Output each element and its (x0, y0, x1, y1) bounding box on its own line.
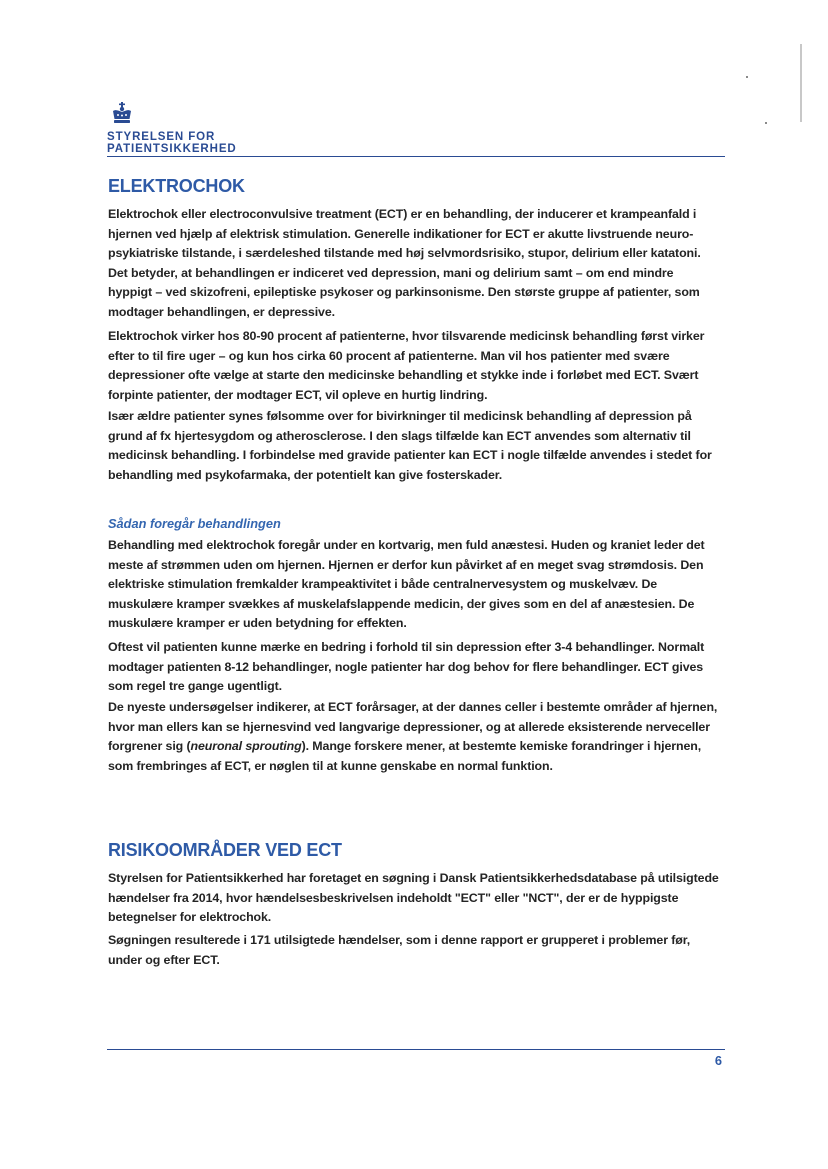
paragraph-intro: Elektrochok eller electroconvulsive treatment (ECT) er en behandling, der inducerer et krampeanfald i hjernen ved hjælp af elektrisk stimulation. Generelle indikationer for ECT er akutte livstruende neuro-psykiatriske tilstande, i særdeleshed tilstande med høj selvmordsrisiko, stupor, delirium eller katatoni. Det betyder, at behandlingen er indiceret ved depression, mani og delirium samt – om end mindre hyppigt – ved skizofreni, epileptiske psykoser og parkinsonisme. Den største gruppe af patienter, som modtager behandlingen, er depressive. (108, 207, 701, 319)
page-number: 6 (714, 1053, 722, 1068)
section-heading-risikoomraader: RISIKOOMRÅDER VED ECT (108, 840, 342, 860)
paragraph-treatment-count: Oftest vil patienten kunne mærke en bedring i forhold til sin depression efter 3-4 behandlinger. Normalt modtager patienten 8-12 behandlinger, nogle patienter har dog behov for flere behandlinger. ECT gives som regel tre gange ugentligt. (108, 640, 705, 693)
paragraph-effect: Elektrochok virker hos 80-90 procent af patienterne, hvor tilsvarende medicinsk behandling først virker efter to til fire uger – og kun hos cirka 60 procent af patienterne. Man vil hos patienter med svære depressioner ofte vælge at starte den medicinske behandling et stykke inde i forløbet med ECT. Svært forpinte patienter, der modtager ECT, vil opleve en hurtig lindring. (108, 329, 705, 402)
scan-artifact-dot (765, 122, 767, 124)
research-text-start: De nyeste undersøgelser indikerer, at ECT forårsager, at der dannes celler i bestemte områder af hjernen, hvor man ellers kan se hjernesvind ved langvarige depressioner, og at allerede eksisterende nerveceller forgrener sig ( (108, 700, 718, 753)
research-term-italic: neuronal sprouting (190, 739, 302, 753)
logo-text-line1: STYRELSEN FOR (107, 131, 216, 143)
header-divider (107, 156, 725, 157)
section-heading-elektrochok: ELEKTROCHOK (108, 176, 245, 196)
scan-artifact-line (800, 44, 802, 122)
subsection-heading: Sådan foregår behandlingen (108, 516, 281, 531)
paragraph-procedure: Behandling med elektrochok foregår under en kortvarig, men fuld anæstesi. Huden og kraniet leder det meste af strømmen uden om hjernen. Hjernen er derfor kun påvirket af en meget svag strømdosis. Den elektriske stimulation fremkalder krampeaktivitet i både centralnervesystem og muskelvæv. De muskulære kramper svækkes af muskelafslappende medicin, der gives som en del af anæstesien. De muskulære kramper er uden betydning for effekten. (108, 538, 705, 630)
paragraph-results: Søgningen resulterede i 171 utilsigtede hændelser, som i denne rapport er grupperet i problemer før, under og efter ECT. (108, 933, 691, 967)
scan-artifact-dot (746, 76, 748, 78)
research-text-end: ). Mange forskere mener, at bestemte kemiske forandringer i hjernen, som frembringes af ECT, er nøglen til at kunne genskabe en normal funktion. (108, 739, 702, 773)
paragraph-research (108, 698, 720, 776)
footer-divider (107, 1049, 725, 1050)
paragraph-search: Styrelsen for Patientsikkerhed har foretaget en søgning i Dansk Patientsikkerhedsdatabase på utilsigtede hændelser fra 2014, hvor hændelsesbeskrivelsen indeholdt "ECT" eller "NCT", der er de hyppigste betegnelser for elektrochok. (108, 871, 719, 924)
crown-icon (111, 102, 133, 126)
paragraph-elderly: Især ældre patienter synes følsomme over for bivirkninger til medicinsk behandling af depression på grund af fx hjertesygdom og atherosclerose. I den slags tilfælde kan ECT anvendes som alternativ til medicinsk behandling. I forbindelse med gravide patienter kan ECT i nogle tilfælde anvendes i stedet for behandling med psykofarmaka, der potentielt kan give fosterskader. (108, 409, 712, 482)
logo-text-line2: PATIENTSIKKERHED (107, 143, 237, 155)
